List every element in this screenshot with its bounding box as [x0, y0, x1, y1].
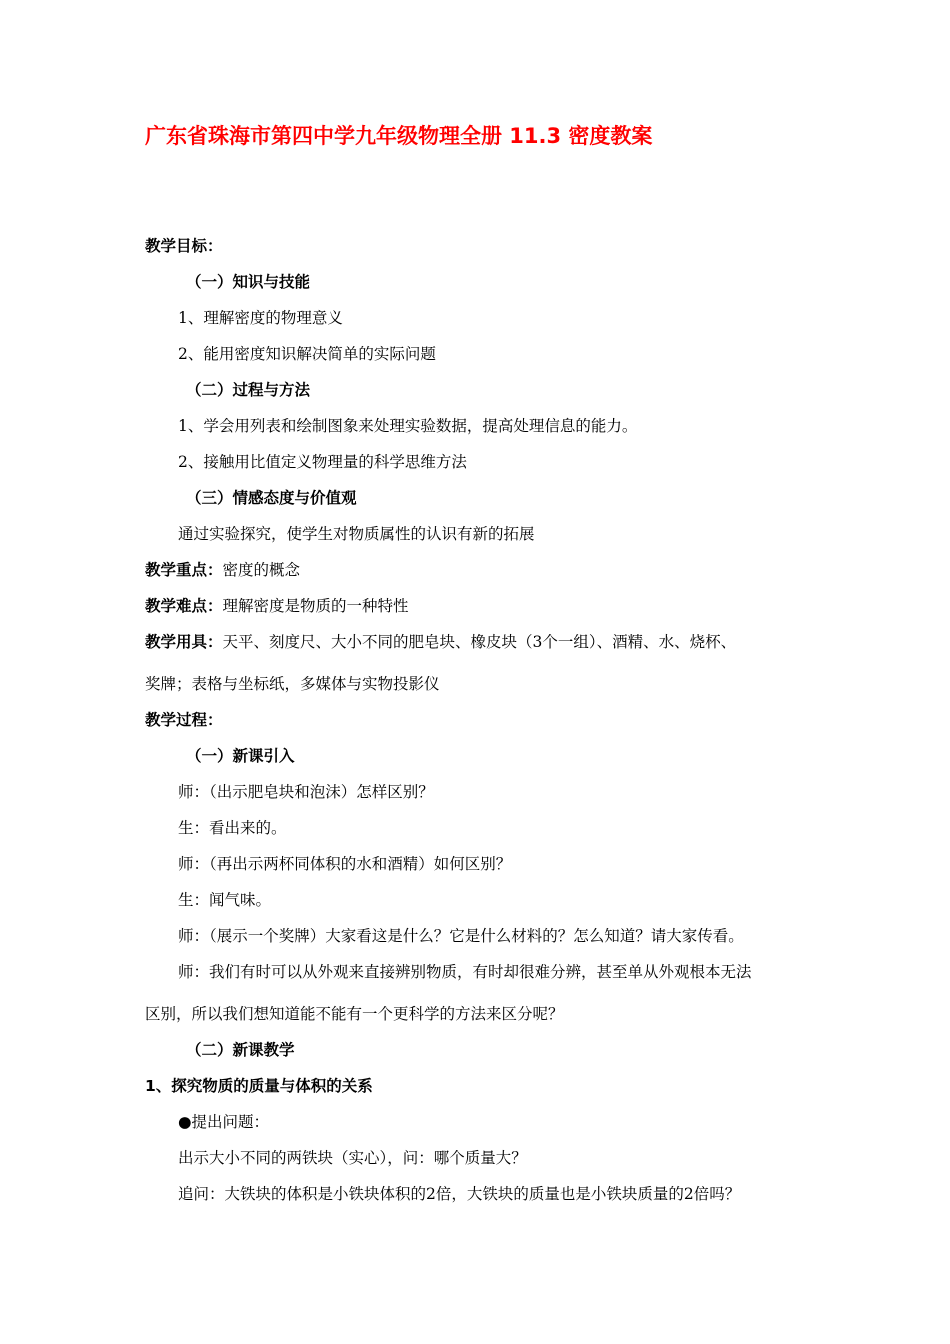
key-point-line: [145, 559, 300, 581]
dialogue-line: 生：闻气味。: [178, 891, 272, 909]
key-point-label: 教学重点：: [145, 561, 223, 579]
section-heading-explore: 1、探究物质的质量与体积的关系: [145, 1077, 373, 1095]
paragraph: 追问：大铁块的体积是小铁块体积的2倍，大铁块的质量也是小铁块质量的2倍吗？: [178, 1185, 741, 1203]
subsection-heading-intro: （一）新课引入: [186, 747, 295, 765]
bullet-item: ●提出问题：: [178, 1113, 270, 1131]
dialogue-line: 师：我们有时可以从外观来直接辨别物质，有时却很难分辨，甚至单从外观根本无法: [178, 963, 752, 981]
document-title: 广东省珠海市第四中学九年级物理全册 11.3 密度教案: [145, 124, 653, 148]
subsection-heading-attitude: （三）情感态度与价值观: [186, 489, 357, 507]
section-heading-objectives: 教学目标：: [145, 237, 223, 255]
difficulty-text: 理解密度是物质的一种特性: [222, 597, 409, 615]
paragraph: 1、学会用列表和绘制图象来处理实验数据，提高处理信息的能力。: [178, 417, 638, 435]
subsection-heading-process: （二）过程与方法: [186, 381, 311, 399]
dialogue-line: 生：看出来的。: [178, 819, 287, 837]
key-point-text: 密度的概念: [222, 561, 301, 579]
tools-label: 教学用具：: [145, 633, 223, 651]
paragraph: 2、接触用比值定义物理量的科学思维方法: [178, 453, 467, 471]
subsection-heading-teaching: （二）新课教学: [186, 1041, 295, 1059]
dialogue-line: 师：（再出示两杯同体积的水和酒精）如何区别？: [178, 855, 512, 873]
paragraph: 奖牌；表格与坐标纸，多媒体与实物投影仪: [145, 675, 440, 693]
dialogue-line: 区别，所以我们想知道能不能有一个更科学的方法来区分呢？: [145, 1005, 564, 1023]
tools-line: [145, 631, 736, 653]
tools-text: 天平、刻度尺、大小不同的肥皂块、橡皮块（3个一组）、酒精、水、烧杯、: [222, 633, 737, 651]
subsection-heading-knowledge: （一）知识与技能: [186, 273, 311, 291]
paragraph: 2、能用密度知识解决简单的实际问题: [178, 345, 436, 363]
difficulty-line: [145, 595, 409, 617]
paragraph: 出示大小不同的两铁块（实心），问：哪个质量大？: [178, 1149, 527, 1167]
section-heading-process: 教学过程：: [145, 711, 223, 729]
dialogue-line: 师：（展示一个奖牌）大家看这是什么？它是什么材料的？怎么知道？请大家传看。: [178, 927, 744, 945]
dialogue-line: 师：（出示肥皂块和泡沫）怎样区别？: [178, 783, 434, 801]
paragraph: 1、理解密度的物理意义: [178, 309, 343, 327]
paragraph: 通过实验探究，使学生对物质属性的认识有新的拓展: [178, 525, 535, 543]
difficulty-label: 教学难点：: [145, 597, 223, 615]
